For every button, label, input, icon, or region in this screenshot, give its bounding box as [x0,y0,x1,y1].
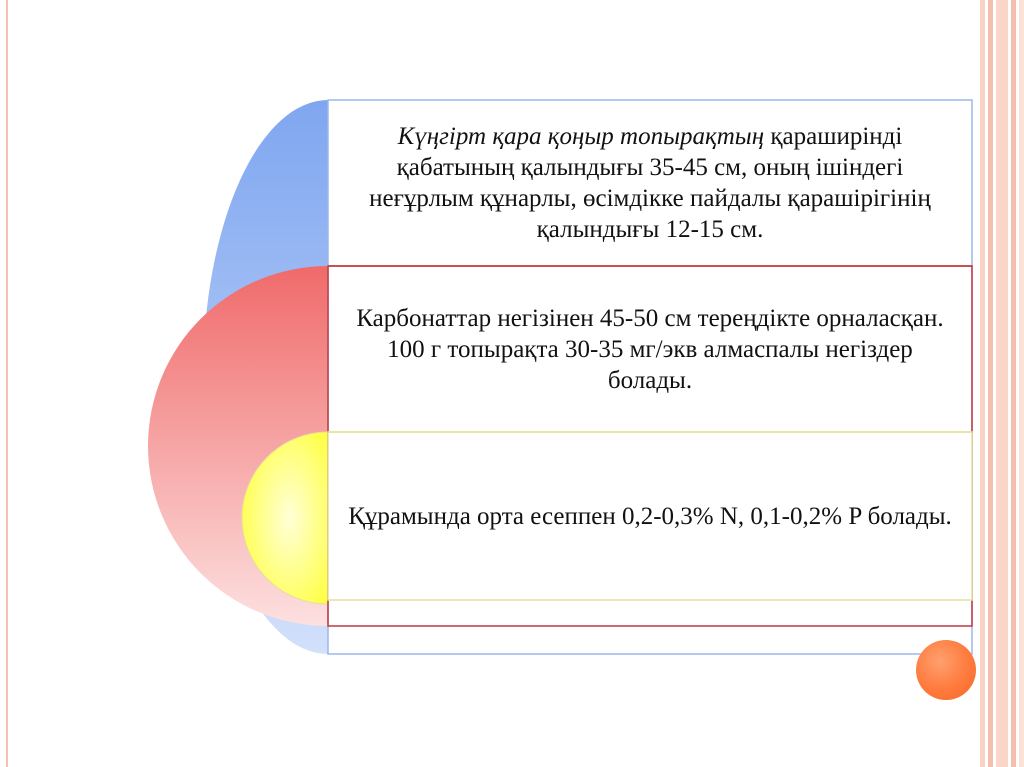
text-box-composition [330,432,970,600]
composition-text: Құрамында орта есеппен 0,2-0,3% N, 0,1-0,2% P болады. [348,502,952,530]
text-box-humus [330,100,970,266]
soil-name-italic: Күңгірт қара қоңыр топырақтың [397,123,765,150]
humus-description: қараширінді қабатының қалындығы 35-45 см, оның ішіндегі неғұрлым құнарлы, өсімдікке пайдалы қарашірігінің қалындығы 12-15 см. [369,123,931,243]
orange-accent-circle [916,640,976,700]
carbonates-text: Карбонаттар негізінен 45-50 см тереңдікте орналасқан. 100 г топырақта 30-35 мг/экв алмаспалы негіздер болады. [356,304,944,394]
humus-text [342,121,958,245]
text-box-carbonates [330,266,970,432]
